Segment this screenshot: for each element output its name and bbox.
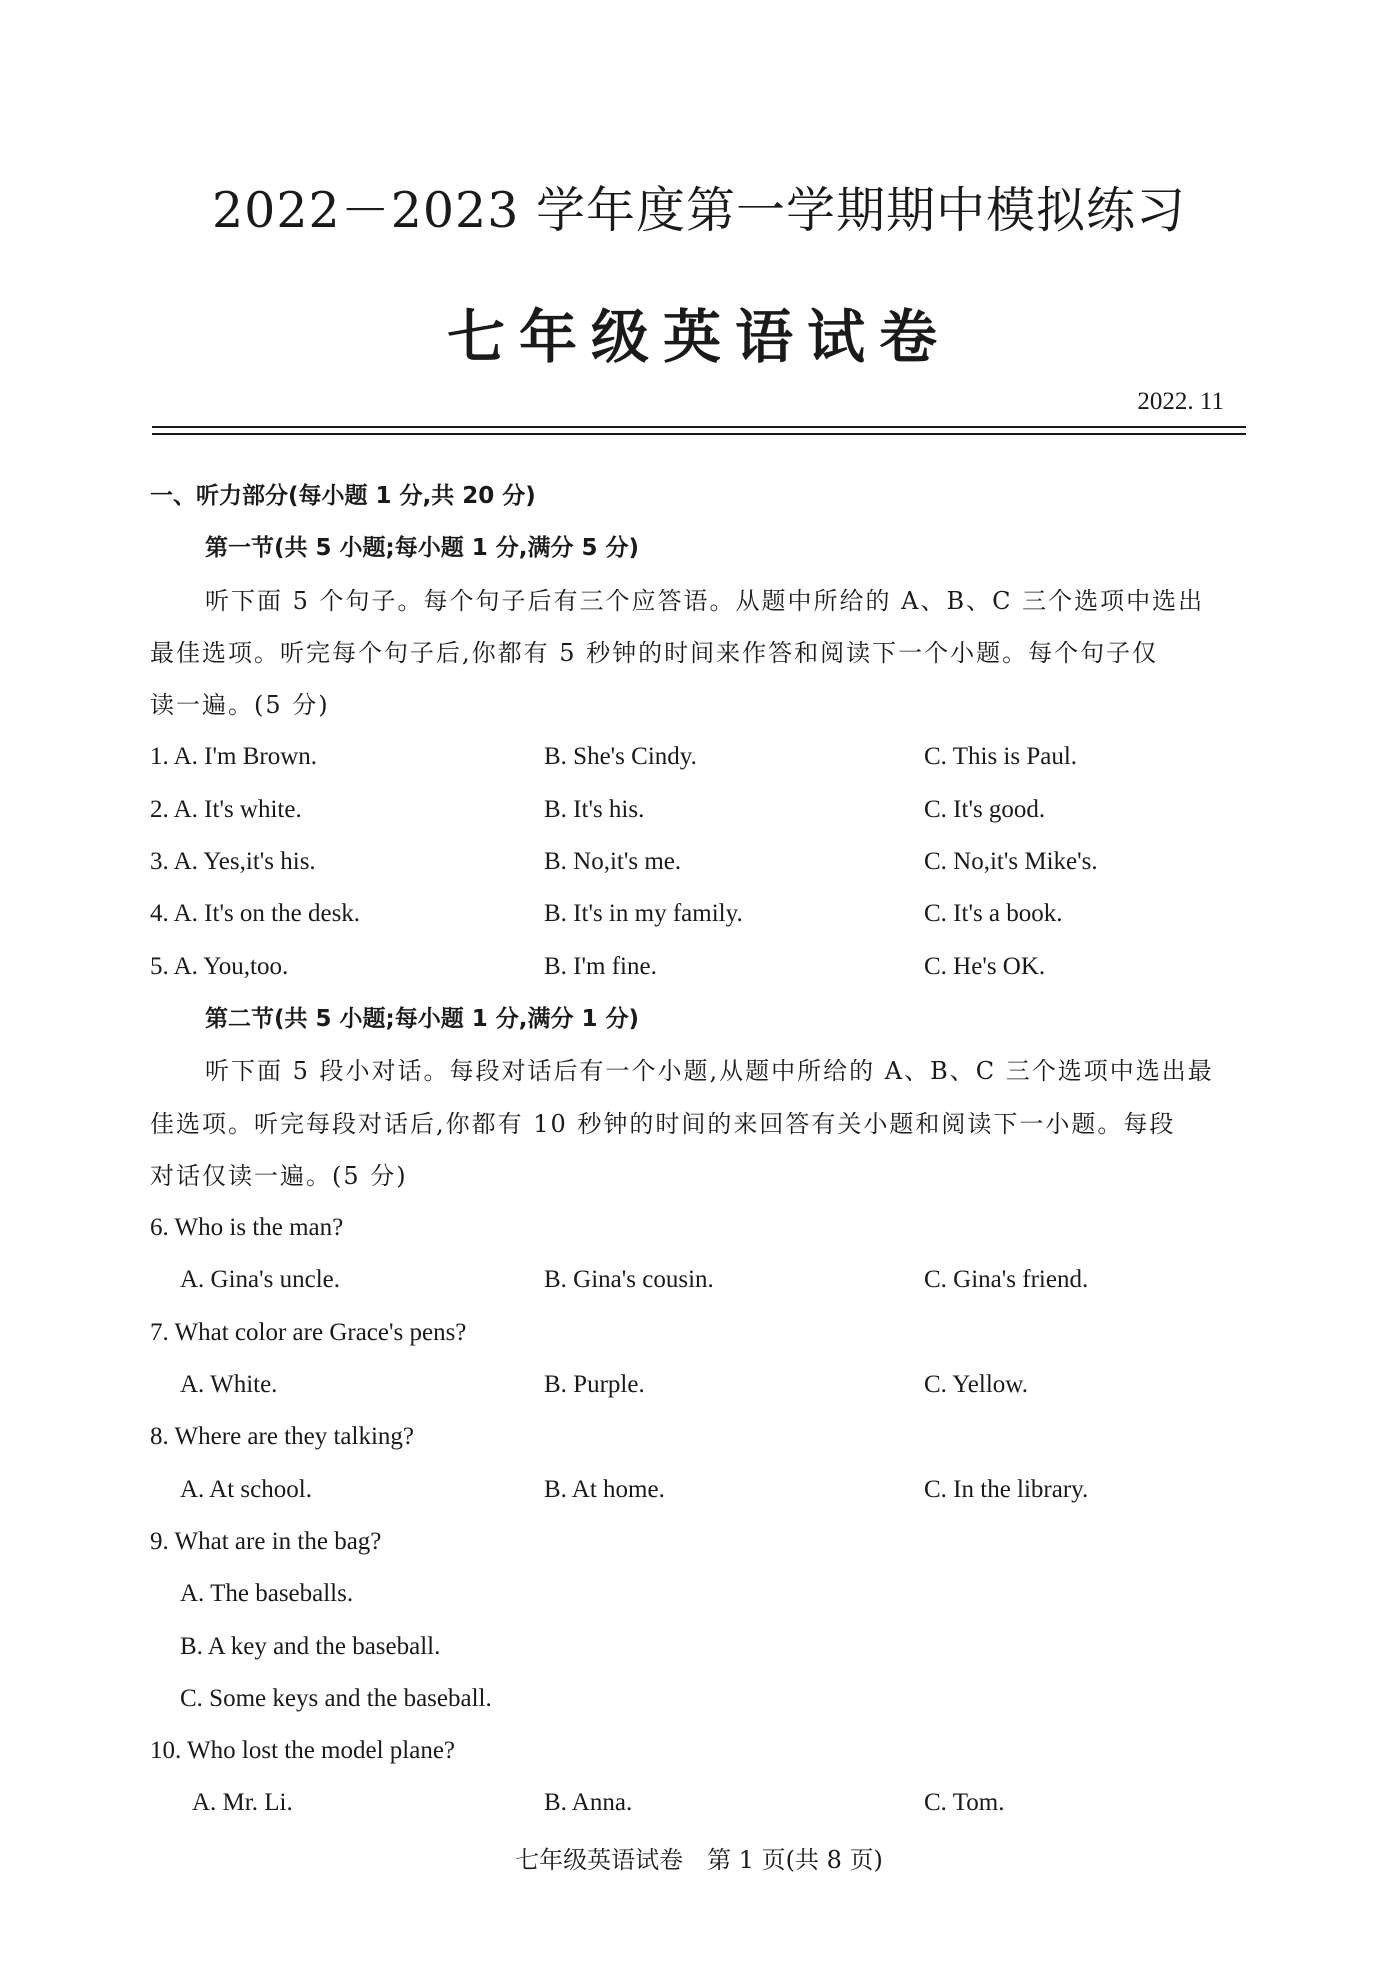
question-row <box>150 1621 1248 1673</box>
question-stem: 10. Who lost the model plane? <box>150 1737 456 1765</box>
exam-title: 2022－2023 学年度第一学期期中模拟练习 <box>212 182 1186 239</box>
section2-instructions-line: 对话仅读一遍。(5 分) <box>150 1161 408 1190</box>
option-b: B. She's Cindy. <box>544 743 697 771</box>
question-row <box>150 1254 1248 1306</box>
question-row <box>150 1777 1248 1829</box>
option-b: B. Purple. <box>544 1371 645 1399</box>
section2-instructions-line: 听下面 5 段小对话。每段对话后有一个小题,从题中所给的 A、B、C 三个选项中选出最 <box>205 1057 1214 1086</box>
question-row <box>150 941 1248 993</box>
option-b: B. It's his. <box>544 795 645 823</box>
option-c: C. In the library. <box>924 1475 1089 1503</box>
option-a: A. At school. <box>180 1475 312 1503</box>
option-a: 2. A. It's white. <box>150 795 302 823</box>
question-stem: 6. Who is the man? <box>150 1214 344 1242</box>
option-c: C. Gina's friend. <box>924 1266 1089 1294</box>
header-rule-bottom <box>152 433 1246 435</box>
question-row <box>150 1568 1248 1620</box>
option-b: B. Gina's cousin. <box>544 1266 714 1294</box>
option-a: 4. A. It's on the desk. <box>150 900 361 928</box>
section1-instructions-line: 最佳选项。听完每个句子后,你都有 5 秒钟的时间来作答和阅读下一个小题。每个句子仅 <box>150 638 1159 667</box>
page-footer: 七年级英语试卷 第 1 页(共 8 页) <box>515 1846 883 1874</box>
part1-heading: 一、听力部分(每小题 1 分,共 20 分) <box>150 483 536 509</box>
exam-body <box>150 470 1248 1830</box>
question-row <box>150 784 1248 836</box>
section2-heading: 第二节(共 5 小题;每小题 1 分,满分 1 分) <box>205 1005 640 1032</box>
option-c: C. It's a book. <box>924 900 1063 928</box>
option-c: C. No,it's Mike's. <box>924 848 1098 876</box>
question-row <box>150 836 1248 888</box>
section1-heading: 第一节(共 5 小题;每小题 1 分,满分 5 分) <box>205 535 640 562</box>
section1-instructions-line: 听下面 5 个句子。每个句子后有三个应答语。从题中所给的 A、B、C 三个选项中选出 <box>205 586 1205 615</box>
exam-date: 2022. 11 <box>1137 388 1224 415</box>
option-b: B. Anna. <box>544 1789 633 1817</box>
section1-instructions-line: 读一遍。(5 分) <box>150 691 330 720</box>
header-rule-top <box>152 426 1246 428</box>
question-stem: 7. What color are Grace's pens? <box>150 1318 467 1346</box>
option-a: A. White. <box>180 1371 278 1399</box>
question-stem: 9. What are in the bag? <box>150 1527 382 1555</box>
option-a: A. Mr. Li. <box>192 1789 293 1817</box>
question-row <box>150 731 1248 783</box>
option-b: B. No,it's me. <box>544 848 682 876</box>
option-a: 5. A. You,too. <box>150 952 289 980</box>
option-a: 1. A. I'm Brown. <box>150 743 318 771</box>
option-c: C. This is Paul. <box>924 743 1078 771</box>
option-a: A. The baseballs. <box>180 1580 354 1608</box>
option-c: C. Yellow. <box>924 1371 1028 1399</box>
question-row <box>150 1359 1248 1411</box>
option-c: C. It's good. <box>924 795 1046 823</box>
question-row <box>150 1673 1248 1725</box>
option-c: C. Some keys and the baseball. <box>180 1684 492 1712</box>
option-a: A. Gina's uncle. <box>180 1266 341 1294</box>
option-b: B. I'm fine. <box>544 952 657 980</box>
question-stem: 8. Where are they talking? <box>150 1423 415 1451</box>
question-row <box>150 888 1248 940</box>
option-a: 3. A. Yes,it's his. <box>150 848 316 876</box>
exam-subtitle: 七年级英语试卷 <box>446 303 951 371</box>
section2-instructions-line: 佳选项。听完每段对话后,你都有 10 秒钟的时间的来回答有关小题和阅读下一小题。每段 <box>150 1109 1176 1138</box>
option-b: B. It's in my family. <box>544 900 743 928</box>
option-c: C. Tom. <box>924 1789 1005 1817</box>
option-b: B. A key and the baseball. <box>180 1632 441 1660</box>
option-c: C. He's OK. <box>924 952 1046 980</box>
option-b: B. At home. <box>544 1475 665 1503</box>
question-row <box>150 1464 1248 1516</box>
